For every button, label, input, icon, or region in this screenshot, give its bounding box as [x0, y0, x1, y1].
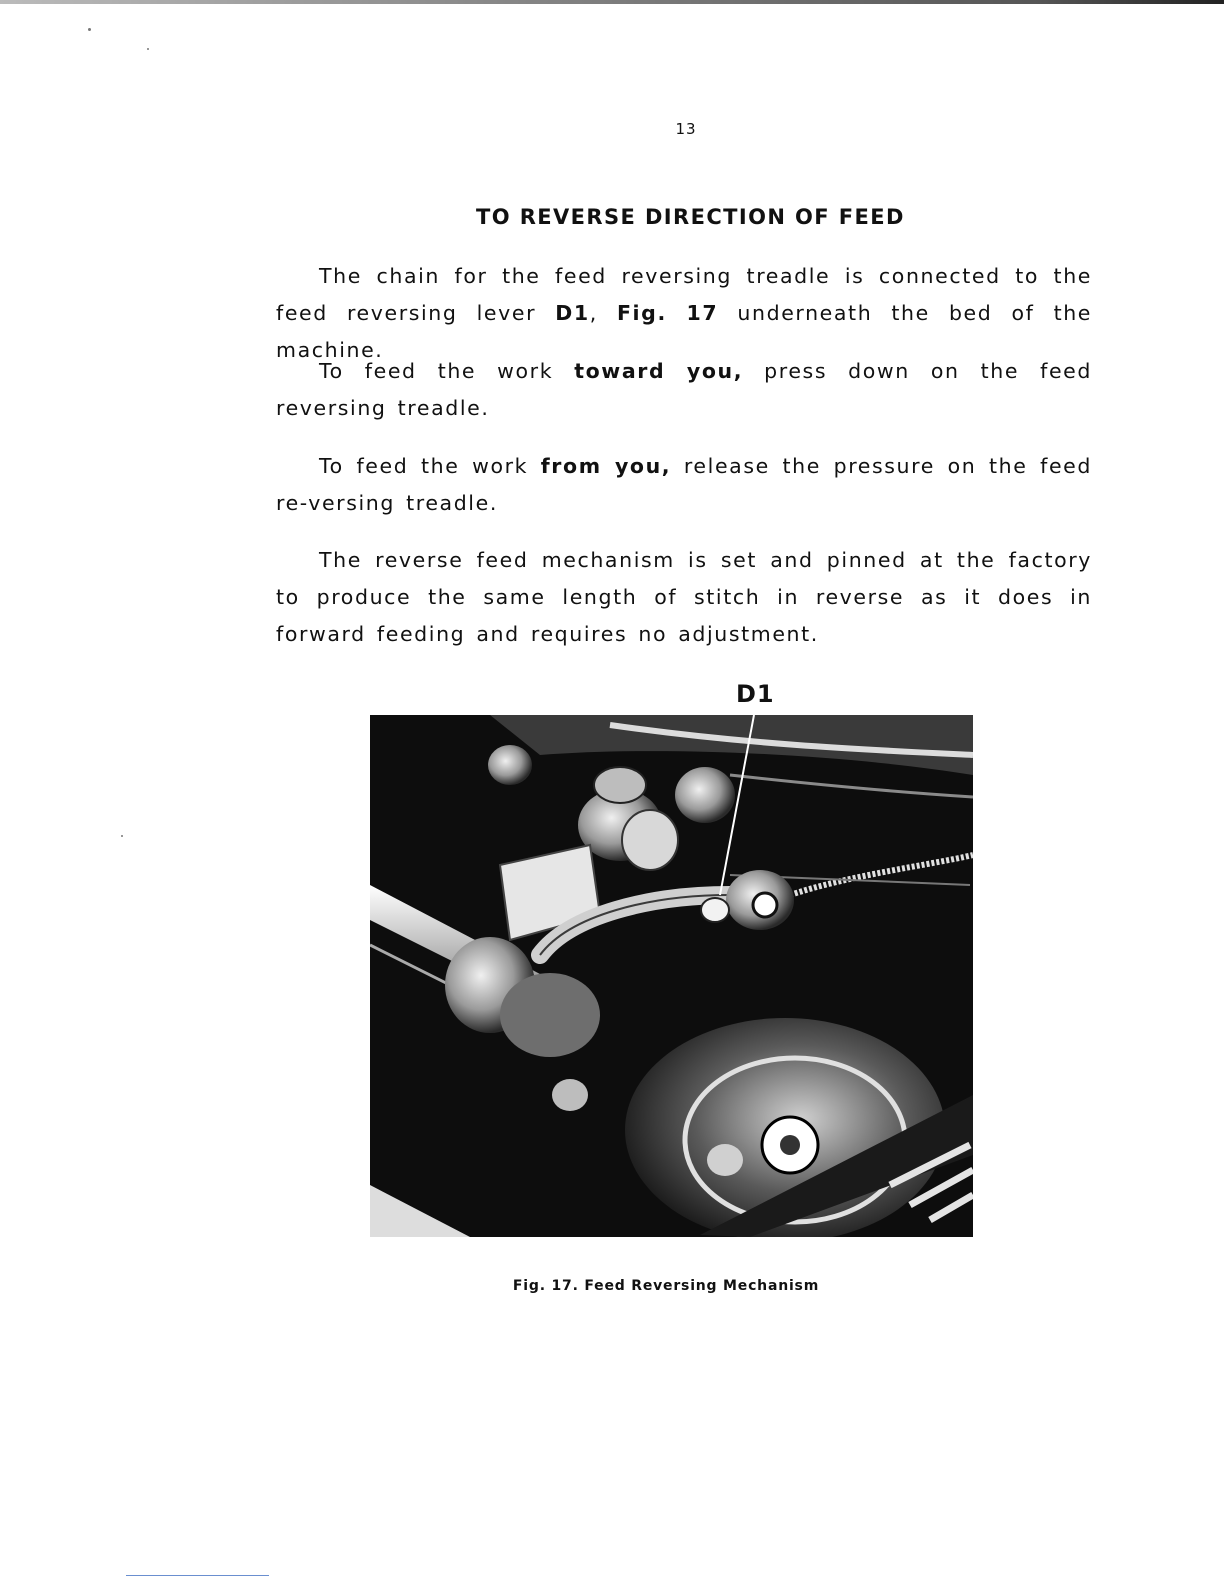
- page-number: 13: [675, 120, 697, 138]
- disc-center-hole: [780, 1135, 800, 1155]
- emphasis-from-you: from you,: [540, 454, 672, 478]
- bottom-scan-mark: [126, 1575, 269, 1576]
- shaft-housing: [500, 973, 600, 1057]
- lower-bolt: [552, 1079, 588, 1111]
- emphasis-toward-you: toward you,: [574, 359, 744, 383]
- clamp-screw: [594, 767, 646, 803]
- lever-reference: D1: [555, 301, 590, 325]
- paragraph-text: press down on the feed reversing treadle.: [276, 359, 1092, 420]
- upper-bushing: [675, 767, 735, 823]
- figure-reference: Fig. 17: [616, 301, 719, 325]
- scan-speck: [121, 835, 123, 837]
- paragraph-text: ,: [589, 301, 617, 325]
- paragraph-text: The chain for the feed reversing treadle is connected to the feed reversing lever: [276, 264, 1092, 325]
- disc-roller: [707, 1144, 743, 1176]
- lever-link-eye: [701, 898, 729, 922]
- paragraph-text: To feed the work: [319, 454, 541, 478]
- paragraph-feed-toward: [276, 353, 1092, 427]
- scan-speck: [147, 48, 149, 50]
- section-heading: TO REVERSE DIRECTION OF FEED: [476, 205, 905, 229]
- figure-caption: Fig. 17. Feed Reversing Mechanism: [512, 1278, 820, 1294]
- figure-callout-label: D1: [736, 680, 775, 708]
- set-screw-top: [488, 745, 532, 785]
- eccentric-collar-face: [622, 810, 678, 870]
- paragraph-text: underneath the bed of the machine.: [276, 301, 1093, 362]
- paragraph-text: release the pressure on the feed re-versing treadle.: [276, 454, 1092, 515]
- paragraph-factory-setting: [276, 542, 1092, 653]
- paragraph-text: The reverse feed mechanism is set and pinned at the factory to produce the same length of stitch in reverse as it does in forward feeding and requires no adjustment.: [276, 548, 1092, 646]
- paragraph-feed-from: [276, 448, 1092, 522]
- lever-d1-pin: [753, 893, 777, 917]
- feed-reversing-mechanism-photo: [370, 715, 973, 1237]
- paragraph-text: To feed the work: [319, 359, 575, 383]
- top-scan-border: [0, 0, 1224, 4]
- scan-speck: [88, 28, 91, 31]
